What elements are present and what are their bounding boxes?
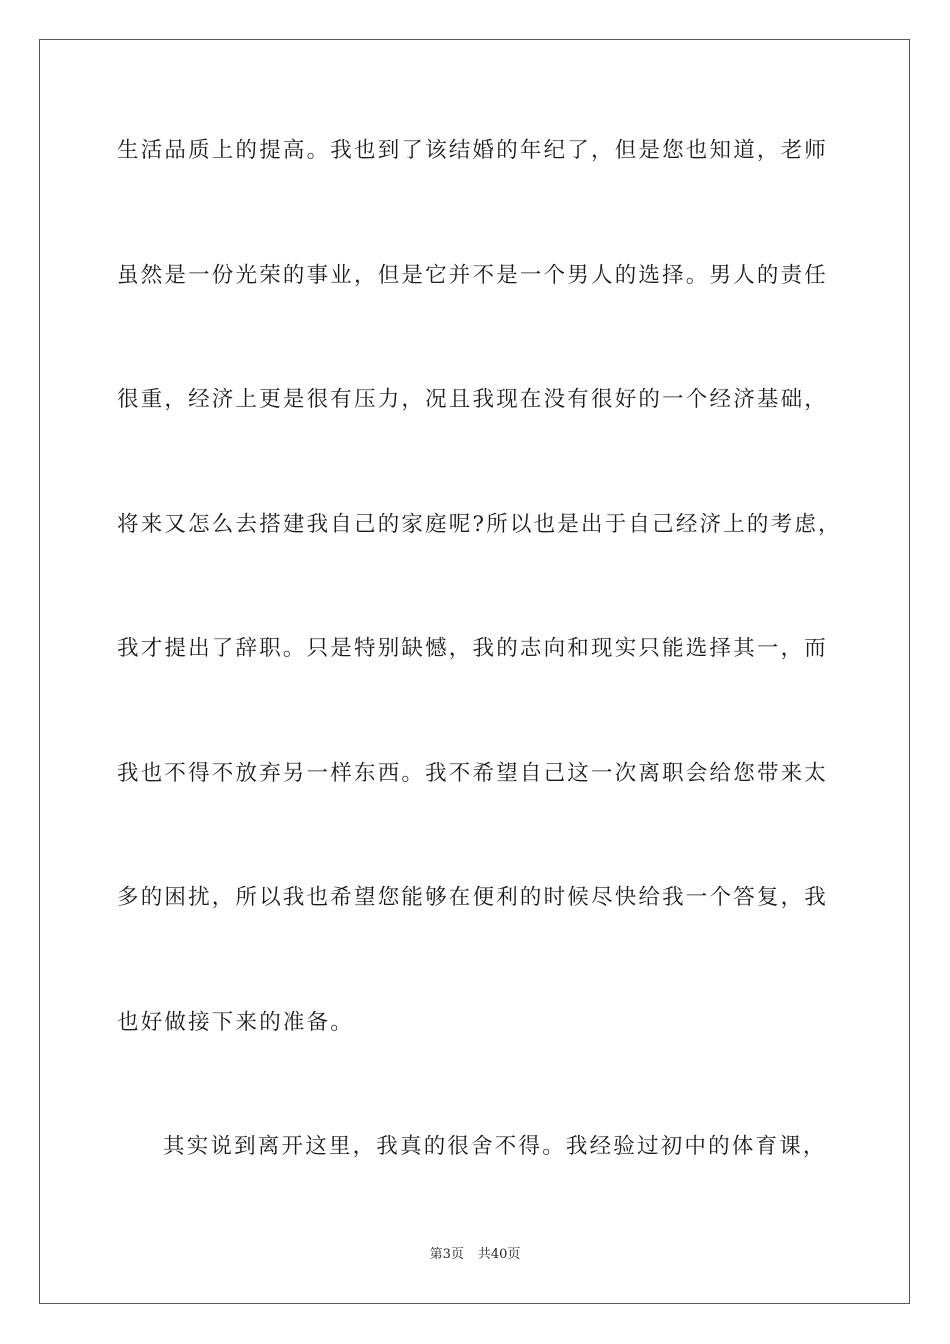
text-line: 生活品质上的提高。我也到了该结婚的年纪了，但是您也知道，老师 (117, 138, 829, 163)
text-line: 多的困扰，所以我也希望您能够在便利的时候尽快给我一个答复，我 (117, 885, 829, 910)
text-line: 也好做接下来的准备。 (117, 1010, 355, 1035)
text-line: 我才提出了辞职。只是特别缺憾，我的志向和现实只能选择其一，而 (117, 636, 829, 661)
text-line: 很重，经济上更是很有压力，况且我现在没有很好的一个经济基础， (117, 387, 829, 412)
page-number-current: 第3页 (429, 1247, 464, 1262)
page-footer (0, 1246, 950, 1264)
text-line: 我也不得不放弃另一样东西。我不希望自己这一次离职会给您带来太 (117, 761, 829, 786)
text-line: 将来又怎么去搭建我自己的家庭呢?所以也是出于自己经济上的考虑， (117, 512, 842, 537)
paragraph-first-line: 其实说到离开这里，我真的很舍不得。我经验过初中的体育课， (163, 1134, 827, 1159)
page-number-total: 共40页 (477, 1247, 521, 1262)
text-line: 虽然是一份光荣的事业，但是它并不是一个男人的选择。男人的责任 (117, 263, 829, 288)
